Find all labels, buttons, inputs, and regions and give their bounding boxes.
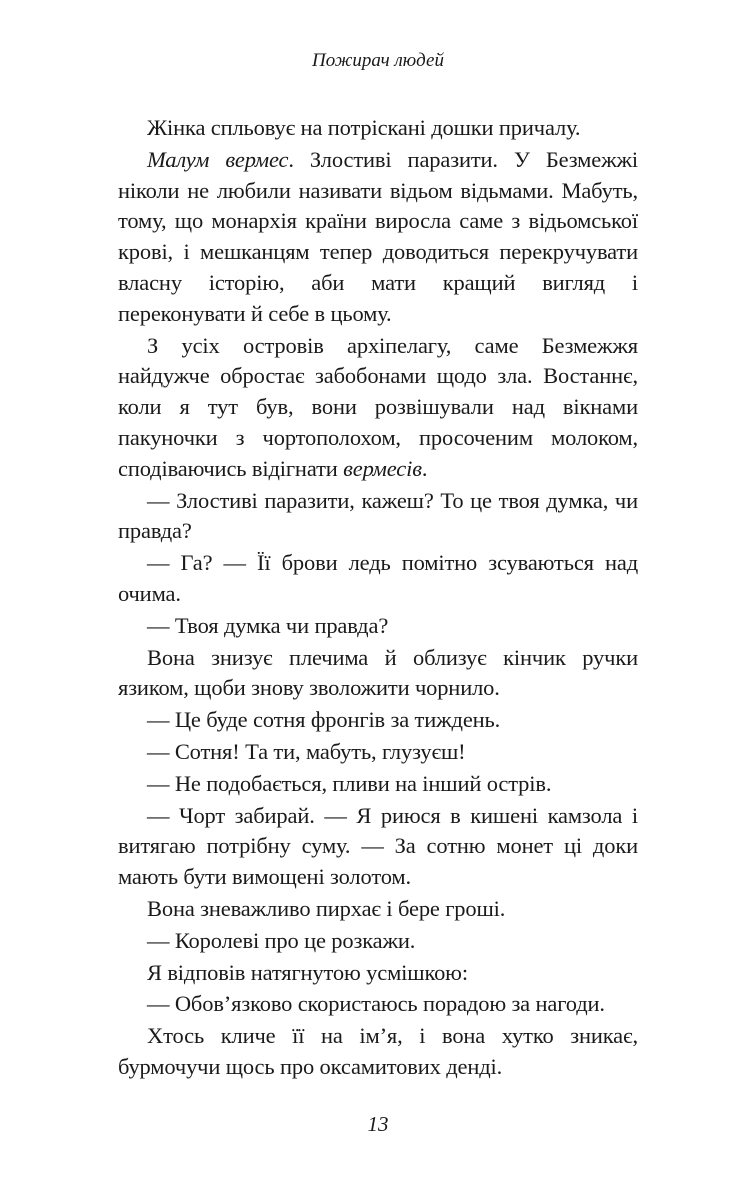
paragraph-text: — Це буде сотня фронгів за тиждень. [147, 707, 501, 733]
paragraph-text: — Сотня! Та ти, мабуть, глузуєш! [147, 738, 466, 764]
paragraph [118, 894, 638, 925]
dialogue-line [118, 989, 638, 1020]
paragraph [118, 331, 638, 485]
italic-phrase: вермесів [343, 455, 422, 481]
paragraph-text: . [421, 455, 428, 481]
running-title: Пожирач людей [312, 50, 444, 71]
paragraph-text: Вона знизує плечима й облизує кінчик ручки язиком, щоби знову зволожити чорнило. [118, 644, 638, 701]
paragraph-text: З усіх островів архіпелагу, саме Безмежжя найдужче обростає забобонами щодо зла. Востаннє, коли я тут був, вони розвішували над вікнами пакуночки з чортополохом, просоченим молоком, сподіваючись відігнати [118, 332, 638, 481]
italic-phrase: Малум вермес [147, 146, 289, 172]
paragraph [118, 113, 638, 144]
dialogue-line [118, 737, 638, 768]
paragraph [118, 958, 638, 989]
paragraph-text: Вона зневажливо пирхає і бере гроші. [147, 895, 506, 921]
page-body [118, 113, 638, 1084]
paragraph-text: — Не подобається, пливи на інший острів. [147, 770, 552, 796]
paragraph-text: — Злостиві паразити, кажеш? То це твоя думка, чи правда? [118, 487, 638, 544]
dialogue-line [118, 486, 638, 548]
paragraph [118, 145, 638, 330]
dialogue-line [118, 769, 638, 800]
dialogue-line [118, 611, 638, 642]
paragraph-text: Хтось кличе її на ім’я, і вона хутко зникає, бурмочучи щось про оксамитових денді. [118, 1023, 638, 1079]
paragraph-text: Я відповів натягнутою усмішкою: [147, 959, 468, 985]
paragraph-text: — Чорт забирай. — Я риюся в кишені камзола і витягаю потрібну суму. — За сотню монет ці доки мають бути вимощені золотом. [118, 802, 638, 890]
page-number: 13 [367, 1112, 389, 1136]
paragraph-text: . Злостиві паразити. У Безмежжі ніколи не любили називати відьом відьмами. Мабуть, тому, що монархія країни виросла саме з відьомської крові, і мешканцям тепер доводиться перекручувати власну історію, аби мати кращий вигляд і переконувати й себе в цьому. [118, 146, 638, 326]
dialogue-line [118, 926, 638, 957]
paragraph-text: — Га? — Її брови ледь помітно зсуваються над очима. [118, 550, 638, 606]
dialogue-line [118, 801, 638, 893]
paragraph [118, 1021, 638, 1083]
paragraph-text: — Твоя думка чи правда? [147, 612, 389, 638]
dialogue-line [118, 548, 638, 610]
dialogue-line [118, 705, 638, 736]
paragraph-text: — Королеві про це розкажи. [147, 927, 416, 953]
paragraph [118, 643, 638, 705]
paragraph-text: — Обов’язково скористаюсь порадою за нагоди. [147, 991, 605, 1017]
paragraph-text: Жінка спльовує на потріскані дошки причалу. [147, 115, 581, 140]
